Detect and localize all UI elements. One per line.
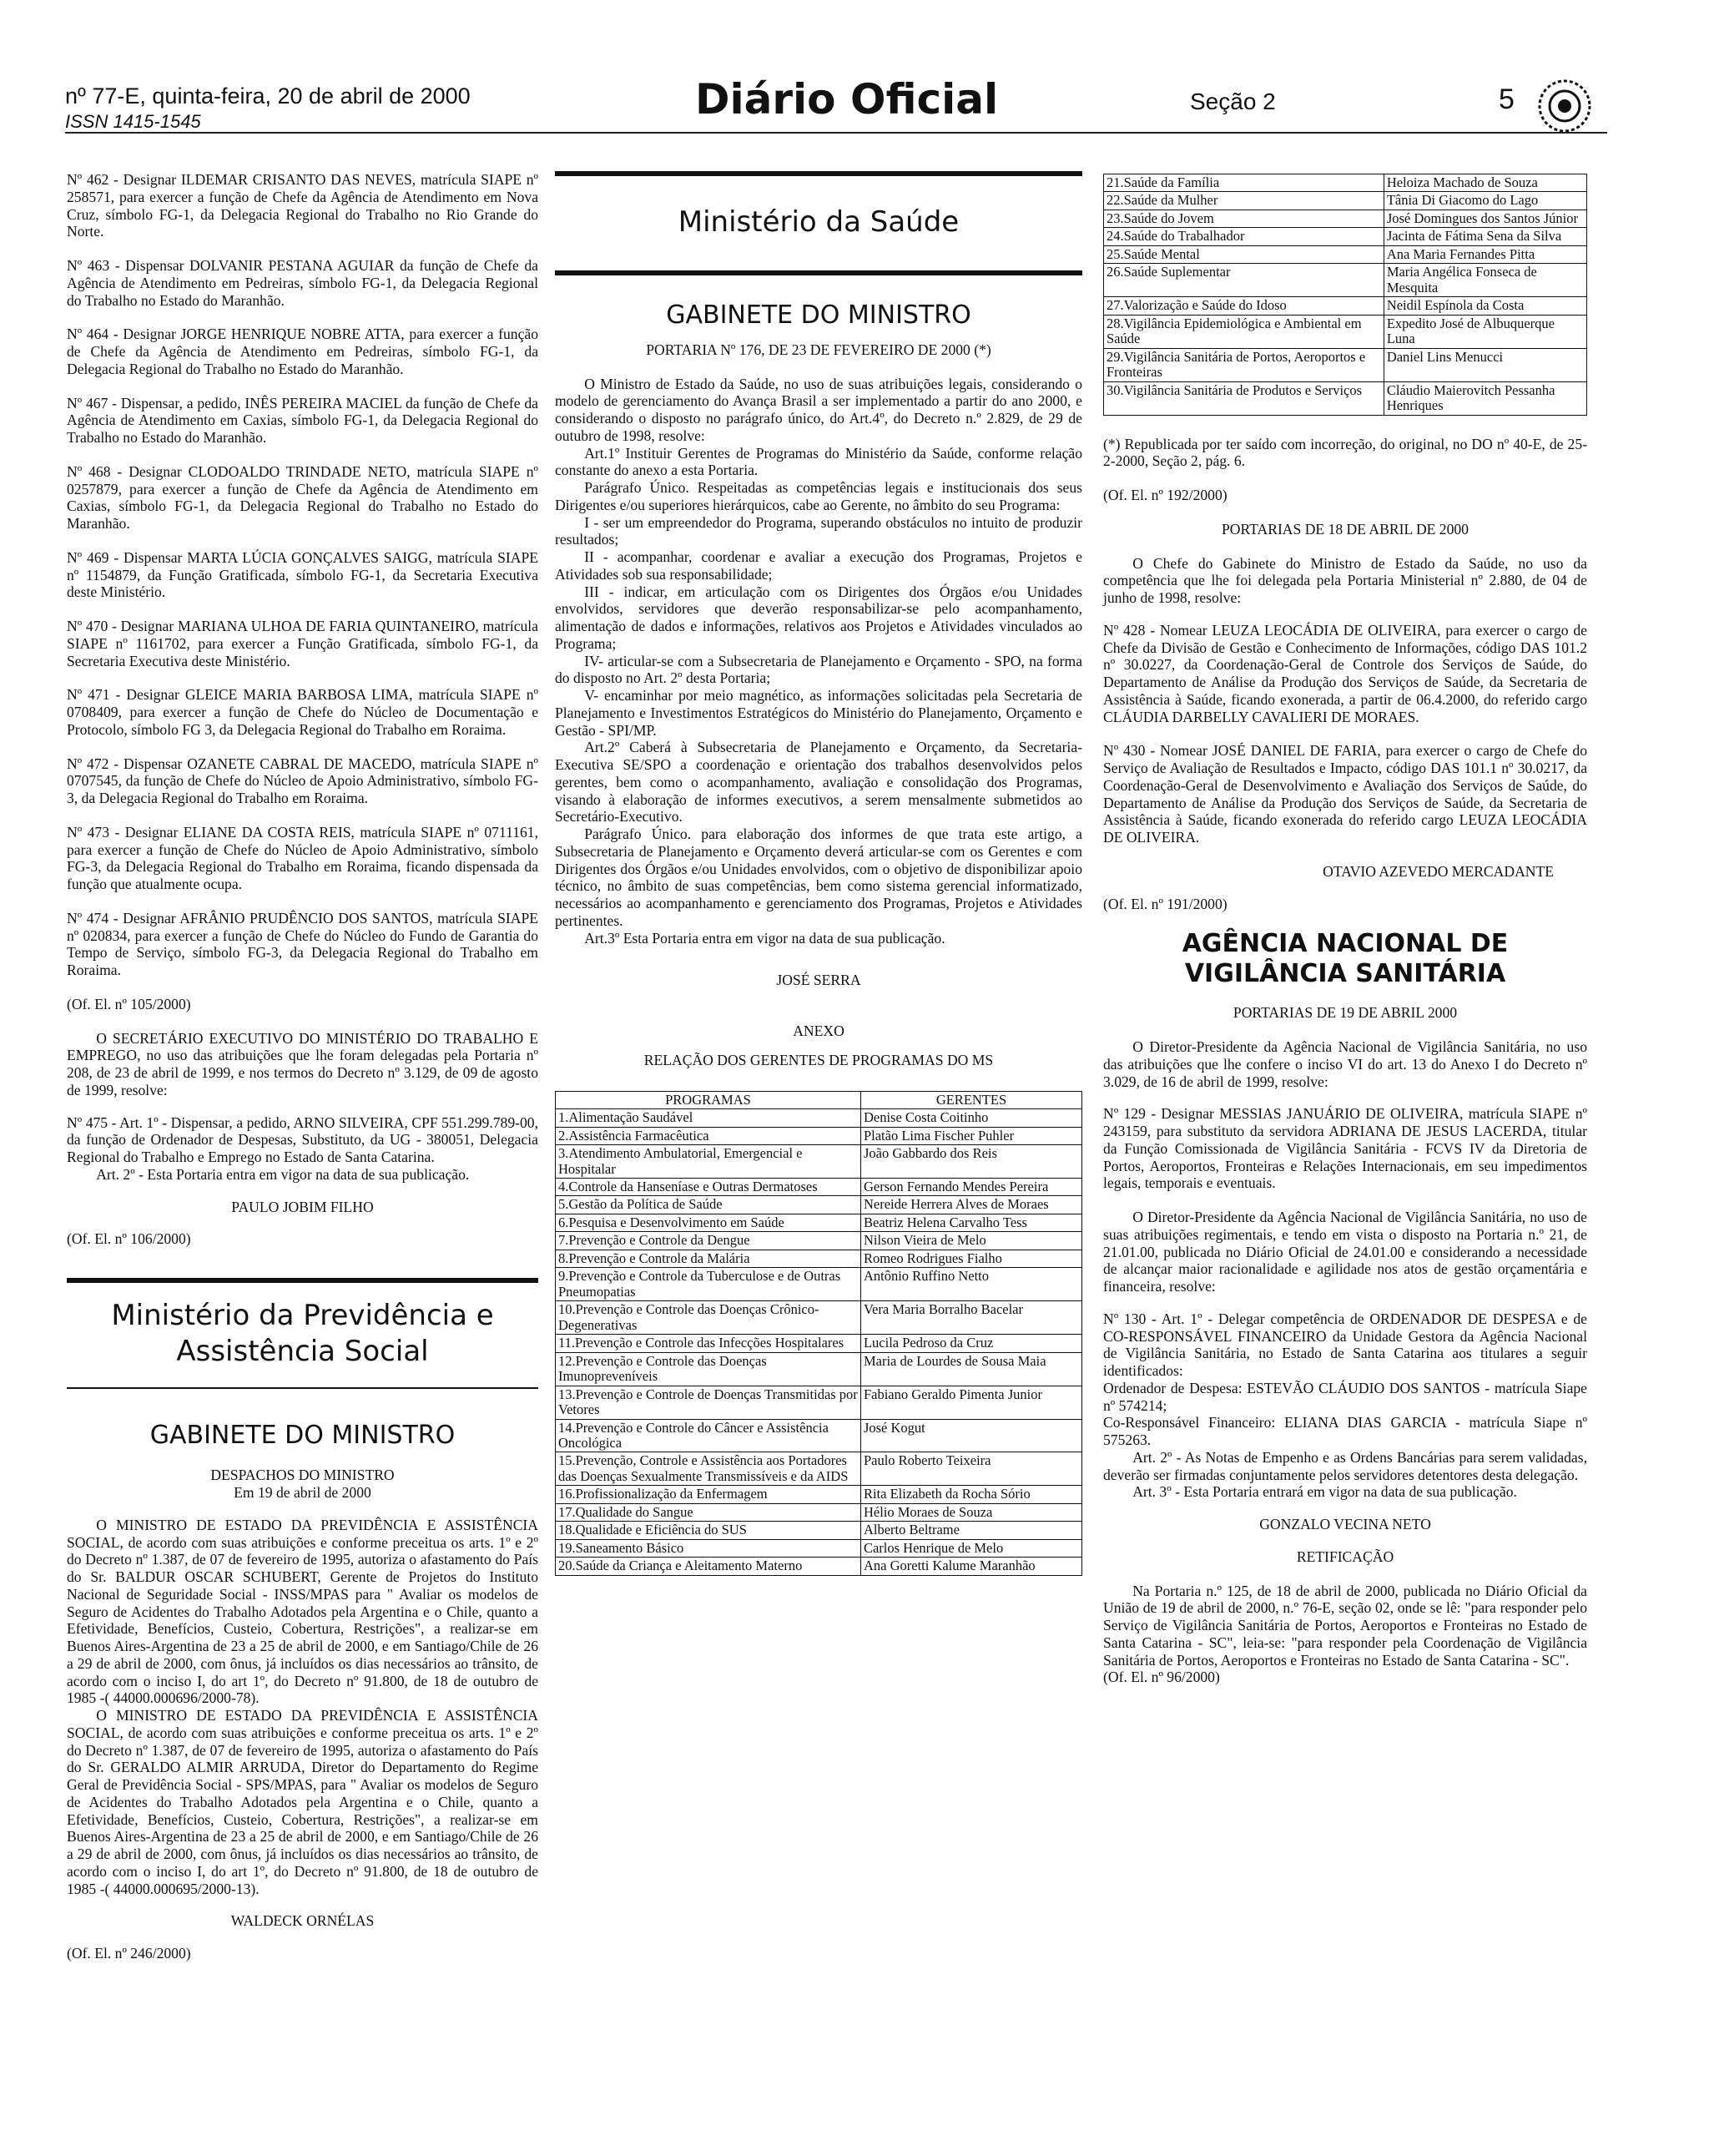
paragraph: Nº 469 - Dispensar MARTA LÚCIA GONÇALVES SAIGG, matrícula SIAPE nº 1154879, da Função Gratificada, símbolo FG-1, da Secretaria Executiva deste Ministério.	[67, 548, 538, 601]
program-cell: 7.Prevenção e Controle da Dengue	[556, 1232, 861, 1250]
paragraph: I - ser um empreendedor do Programa, superando obstáculos no intuito de produzir resultados;	[555, 513, 1082, 548]
table-row	[1104, 245, 1587, 263]
table-row	[1104, 264, 1587, 297]
manager-cell: Romeo Rodrigues Fialho	[860, 1250, 1081, 1267]
office-ref: (Of. El. nº 246/2000)	[67, 1945, 191, 1962]
paragraph: O SECRETÁRIO EXECUTIVO DO MINISTÉRIO DO TRABALHO E EMPREGO, no uso das atribuições que lhe foram delegadas pela Portaria nº 208, de 23 de abril de 1999, e nos termos do Decreto nº 3.129, de 09 de agosto de 1999, resolve:	[67, 1029, 538, 1098]
manager-cell: Jacinta de Fátima Sena da Silva	[1384, 228, 1586, 245]
portaria-title: PORTARIA Nº 176, DE 23 DE FEVEREIRO DE 2000 (*)	[646, 341, 991, 358]
program-cell: 21.Saúde da Família	[1104, 174, 1384, 192]
table-row	[1104, 228, 1587, 245]
office-ref: (Of. El. nº 105/2000)	[67, 995, 191, 1012]
paragraph: Parágrafo Único. Respeitadas as competências legais e institucionais dos seus Dirigentes e/ou superiores hierárquicos, cabe ao Gerente, no âmbito do seu Programa:	[555, 479, 1082, 513]
signature: GONZALO VECINA NETO	[1259, 1516, 1431, 1533]
manager-cell: Alberto Beltrame	[860, 1522, 1081, 1539]
paragraph: Nº 470 - Designar MARIANA ULHOA DE FARIA QUINTANEIRO, matrícula SIAPE nº 1161702, para exercer a Função Gratificada, símbolo FG-1, da Secretaria Executiva deste Ministério.	[67, 618, 538, 669]
paragraph: Art.3º Esta Portaria entra em vigor na data de sua publicação.	[584, 929, 945, 947]
paragraph: Nº 464 - Designar JORGE HENRIQUE NOBRE ATTA, para exercer a função de Chefe da Agência de Atendimento em Pedreiras, símbolo FG-1, da Delegacia Regional do Trabalho no Estado do Maranhão.	[67, 326, 538, 377]
table-row	[556, 1301, 1082, 1335]
masthead-rule	[65, 132, 1607, 134]
table-row	[556, 1486, 1082, 1503]
section-rule	[555, 270, 1082, 275]
program-cell: 15.Prevenção, Controle e Assistência aos Portadores das Doenças Sexualmente Transmissíveis e da AIDS	[556, 1452, 861, 1486]
despachos-date: Em 19 de abril de 2000	[234, 1484, 371, 1502]
table-row	[1104, 381, 1587, 415]
table-row	[556, 1268, 1082, 1301]
paragraph: Na Portaria n.º 125, de 18 de abril de 2000, publicada no Diário Oficial da União de 19 de abril de 2000, n.º 76-E, seção 02, onde se lê: "para responder pelo Serviço de Vigilância Sanitária de Portos, Aeroportos e Fronteiras no Estado de Santa Catarina - SC", leia-se: "para responder pela Coordenação de Vigilância Sanitária de Portos, Aeroportos e Fronteiras no Estado de Santa Catarina - SC".	[1103, 1582, 1587, 1669]
program-cell: 4.Controle da Hanseníase e Outras Dermatoses	[556, 1178, 861, 1195]
manager-cell: Heloiza Machado de Souza	[1384, 174, 1586, 192]
program-cell: 25.Saúde Mental	[1104, 245, 1384, 263]
program-cell: 24.Saúde do Trabalhador	[1104, 228, 1384, 245]
program-cell: 16.Profissionalização da Enfermagem	[556, 1486, 861, 1503]
section-rule	[67, 1387, 538, 1389]
portarias-title: PORTARIAS DE 18 DE ABRIL DE 2000	[1222, 520, 1469, 538]
table-row	[556, 1145, 1082, 1179]
table-row	[1104, 297, 1587, 315]
manager-cell: Vera Maria Borralho Bacelar	[860, 1301, 1081, 1335]
table-row	[556, 1503, 1082, 1521]
table-row	[556, 1250, 1082, 1267]
table-row	[556, 1335, 1082, 1352]
paragraph: Nº 130 - Art. 1º - Delegar competência de ORDENADOR DE DESPESA e de CO-RESPONSÁVEL FINANCEIRO da Unidade Gestora da Agência Nacional de Vigilância Sanitária, no Estado de Santa Catarina aos titulares a seguir identificados:	[1103, 1310, 1587, 1380]
ministry-heading: Ministério da Saúde	[678, 205, 960, 239]
paragraph: Nº 472 - Dispensar OZANETE CABRAL DE MACEDO, matrícula SIAPE nº 0707545, da função de Chefe do Núcleo de Apoio Administrativo, símbolo FG-3, da Delegacia Regional do Trabalho em Roraima.	[67, 755, 538, 806]
paragraph: IV- articular-se com a Subsecretaria de Planejamento e Orçamento - SPO, na forma do disposto no Art. 2º desta Portaria;	[555, 652, 1082, 687]
manager-cell: Ana Maria Fernandes Pitta	[1384, 245, 1586, 263]
manager-cell: Nilson Vieira de Melo	[860, 1232, 1081, 1250]
relacao-title: RELAÇÃO DOS GERENTES DE PROGRAMAS DO MS	[643, 1051, 994, 1068]
program-cell: 2.Assistência Farmacêutica	[556, 1127, 861, 1144]
manager-cell: Maria de Lourdes de Sousa Maia	[860, 1352, 1081, 1386]
table-row	[556, 1452, 1082, 1486]
paragraph: Art.1º Instituir Gerentes de Programas do Ministério da Saúde, conforme relação constante do anexo a esta Portaria.	[555, 444, 1082, 479]
agency-heading: AGÊNCIA NACIONAL DE VIGILÂNCIA SANITÁRIA	[1182, 929, 1509, 989]
manager-cell: Gerson Fernando Mendes Pereira	[860, 1178, 1081, 1195]
program-cell: 14.Prevenção e Controle do Câncer e Assistência Oncológica	[556, 1419, 861, 1452]
table-row	[556, 1352, 1082, 1386]
paragraph: Nº 473 - Designar ELIANE DA COSTA REIS, matrícula SIAPE nº 0711161, para exercer a função de Chefe do Núcleo de Apoio Administrativo, símbolo FG-3, da Delegacia Regional do Trabalho em Roraima, ficando dispensada da função que atualmente ocupa.	[67, 823, 538, 892]
paragraph: Nº 430 - Nomear JOSÉ DANIEL DE FARIA, para exercer o cargo de Chefe do Serviço de Avaliação de Resultados e Impacto, código DAS 101.1 nº 30.0217, da Coordenação-Geral de Desenvolvimento e Avaliação dos Serviços de Saúde, do Departamento de Análise da Produção dos Serviços de Saúde, da Secretaria de Assistência à Saúde, ficando exonerada do referido cargo LEUZA LEOCÁDIA DE OLIVEIRA.	[1103, 742, 1587, 846]
paragraph: Art. 2º - Esta Portaria entra em vigor na data de sua publicação.	[96, 1165, 470, 1183]
manager-cell: Denise Costa Coitinho	[860, 1109, 1081, 1127]
program-cell: 23.Saúde do Jovem	[1104, 210, 1384, 227]
program-cell: 3.Atendimento Ambulatorial, Emergencial e Hospitalar	[556, 1145, 861, 1179]
retificacao-title: RETIFICAÇÃO	[1296, 1548, 1394, 1565]
program-cell: 11.Prevenção e Controle das Infecções Hospitalares	[556, 1335, 861, 1352]
gabinete-heading: GABINETE DO MINISTRO	[149, 1421, 456, 1450]
paragraph: Parágrafo Único. para elaboração dos informes de que trata este artigo, a Subsecretaria de Planejamento e Orçamento deverá articular-se com os Gerentes e com Dirigentes dos Órgãos e/ou Unidades envolvidos, com o objetivo de disponibilizar apoio técnico, no âmbito de suas competências, bem como sistema gerencial informatizado, necessários ao acompanhamento e gerenciamento dos Programas, Projetos e Atividades pertinentes.	[555, 826, 1082, 929]
table-row	[556, 1558, 1082, 1575]
program-cell: 30.Vigilância Sanitária de Produtos e Serviços	[1104, 381, 1384, 415]
masthead	[65, 75, 1642, 135]
paragraph: Nº 463 - Dispensar DOLVANIR PESTANA AGUIAR da função de Chefe da Agência de Atendimento em Pedreiras, símbolo FG-1, da Delegacia Regional do Trabalho no Estado do Maranhão.	[67, 257, 538, 309]
table-row	[1104, 348, 1587, 381]
manager-cell: Neidil Espínola da Costa	[1384, 297, 1586, 315]
manager-cell: José Domingues dos Santos Júnior	[1384, 210, 1586, 227]
program-cell: 19.Saneamento Básico	[556, 1539, 861, 1557]
program-cell: 28.Vigilância Epidemiológica e Ambiental em Saúde	[1104, 315, 1384, 348]
program-cell: 20.Saúde da Criança e Aleitamento Materno	[556, 1558, 861, 1575]
table-row	[1104, 192, 1587, 210]
table-row	[556, 1178, 1082, 1195]
manager-cell: Fabiano Geraldo Pimenta Junior	[860, 1386, 1081, 1419]
program-table	[555, 1091, 1082, 1576]
office-ref: (Of. El. nº 106/2000)	[67, 1230, 191, 1248]
manager-cell: Rita Elizabeth da Rocha Sório	[860, 1486, 1081, 1503]
manager-cell: Tânia Di Giacomo do Lago	[1384, 192, 1586, 210]
paragraph: Art. 3º - Esta Portaria entrará em vigor na data de sua publicação.	[1132, 1483, 1517, 1501]
program-cell: 18.Qualidade e Eficiência do SUS	[556, 1522, 861, 1539]
manager-cell: Maria Angélica Fonseca de Mesquita	[1384, 264, 1586, 297]
header-programas: PROGRAMAS	[556, 1091, 861, 1108]
manager-cell: Expedito José de Albuquerque Luna	[1384, 315, 1586, 348]
program-cell: 22.Saúde da Mulher	[1104, 192, 1384, 210]
table-row	[556, 1539, 1082, 1557]
manager-cell: Carlos Henrique de Melo	[860, 1539, 1081, 1557]
manager-cell: Beatriz Helena Carvalho Tess	[860, 1214, 1081, 1231]
office-ref: (Of. El. nº 192/2000)	[1103, 487, 1228, 504]
column-1	[67, 171, 538, 1979]
table-row	[556, 1522, 1082, 1539]
newspaper-title: Diário Oficial	[695, 75, 999, 124]
table-row	[556, 1196, 1082, 1214]
program-cell: 29.Vigilância Sanitária de Portos, Aeroportos e Fronteiras	[1104, 348, 1384, 381]
program-cell: 10.Prevenção e Controle das Doenças Crônico-Degenerativas	[556, 1301, 861, 1335]
paragraph: Art. 2º - As Notas de Empenho e as Ordens Bancárias para serem validadas, deverão ser firmadas conjuntamente pelos servidores detentores desta delegação.	[1103, 1448, 1587, 1483]
signature: PAULO JOBIM FILHO	[231, 1198, 374, 1215]
paragraph: II - acompanhar, coordenar e avaliar a execução dos Programas, Projetos e Atividades sob sua responsabilidade;	[555, 548, 1082, 583]
paragraph: O MINISTRO DE ESTADO DA PREVIDÊNCIA E ASSISTÊNCIA SOCIAL, de acordo com suas atribuições e conforme preceitua os arts. 1º e 2º do Decreto nº 1.387, de 07 de fevereiro de 1995, autoriza o afastamento do País do Sr. BALDUR OSCAR SCHUBERT, Gerente de Projetos do Instituto Nacional de Seguridade Social - INSS/MPAS para " Avaliar os modelos de Seguro de Acidentes do Trabalho Adotados pela Argentina e o Chile, quanto a Efetividade, Benefícios, Custeio, Cobertura, Restrições", a realizar-se em Buenos Aires-Argentina de 23 a 25 de abril de 2000, e em Santiago/Chile de 26 a 29 de abril de 2000, com ônus, já incluídos os dias necessários ao trânsito, de acordo com o inciso I, do art 1º, do Decreto nº 91.800, de 18 de outubro de 1985 -( 44000.000696/2000-78).	[67, 1516, 538, 1707]
republication-note: (*) Republicada por ter saído com incorreção, do original, no DO nº 40-E, de 25-2-2000, Seção 2, pág. 6.	[1103, 435, 1587, 470]
portarias-title: PORTARIAS DE 19 DE ABRIL 2000	[1233, 1004, 1458, 1022]
paragraph: O Ministro de Estado da Saúde, no uso de suas atribuições legais, considerando o modelo de gerenciamento do Avança Brasil a ser implementado a partir do ano 2000, e considerando o disposto no parágrafo único, do Art.4º, do Decreto n.º 2.829, de 29 de outubro de 1998, resolve:	[555, 375, 1082, 444]
manager-cell: Antônio Ruffino Netto	[860, 1268, 1081, 1301]
section-label: Seção 2	[1190, 88, 1276, 114]
office-ref: (Of. El. nº 191/2000)	[1103, 895, 1228, 912]
program-cell: 12.Prevenção e Controle das Doenças Imunopreveníveis	[556, 1352, 861, 1386]
table-row	[1104, 174, 1587, 192]
paragraph: Nº 474 - Designar AFRÂNIO PRUDÊNCIO DOS SANTOS, matrícula SIAPE nº 020834, para exercer a função de Chefe do Núcleo do Fundo de Garantia do Tempo de Serviço, símbolo FG-3, da Delegacia Regional do Trabalho em Roraima.	[67, 909, 538, 978]
header-gerentes: GERENTES	[860, 1091, 1081, 1108]
column-3	[1103, 171, 1587, 1703]
column-2	[555, 171, 1082, 1576]
paragraph: Nº 475 - Art. 1º - Dispensar, a pedido, ARNO SILVEIRA, CPF 551.299.789-00, da função de Ordenador de Despesas, Substituto, da UG - 380051, Delegacia Regional do Trabalho e Emprego no Estado de Santa Catarina.	[67, 1113, 538, 1165]
imprensa-seal-icon	[1535, 77, 1594, 135]
paragraph: Nº 471 - Designar GLEICE MARIA BARBOSA LIMA, matrícula SIAPE nº 0708409, para exercer a função de Chefe do Núcleo de Documentação e Protocolo, símbolo FG 3, da Delegacia Regional do Trabalho em Roraima.	[67, 686, 538, 738]
manager-cell: José Kogut	[860, 1419, 1081, 1452]
manager-cell: Lucila Pedroso da Cruz	[860, 1335, 1081, 1352]
program-cell: 27.Valorização e Saúde do Idoso	[1104, 297, 1384, 315]
paragraph: O Chefe do Gabinete do Ministro de Estado da Saúde, no uso da competência que lhe foi delegada pela Portaria Ministerial nº 2.880, de 04 de junho de 1998, resolve:	[1103, 554, 1587, 607]
paragraph: Co-Responsável Financeiro: ELIANA DIAS GARCIA - matrícula Siape nº 575263.	[1103, 1414, 1587, 1449]
manager-cell: Daniel Lins Menucci	[1384, 348, 1586, 381]
table-header-row	[556, 1091, 1082, 1108]
program-cell: 26.Saúde Suplementar	[1104, 264, 1384, 297]
table-row	[556, 1232, 1082, 1250]
manager-cell: João Gabbardo dos Reis	[860, 1145, 1081, 1179]
program-table-continued	[1103, 174, 1587, 416]
paragraph: V- encaminhar por meio magnético, as informações solicitadas pela Secretaria de Planejamento e Investimentos Estratégicos do Ministério do Planejamento, Orçamento e Gestão - SPI/MP.	[555, 687, 1082, 739]
program-cell: 9.Prevenção e Controle da Tuberculose e de Outras Pneumopatias	[556, 1268, 861, 1301]
manager-cell: Nereide Herrera Alves de Moraes	[860, 1196, 1081, 1214]
manager-cell: Hélio Moraes de Souza	[860, 1503, 1081, 1521]
issue-line: nº 77-E, quinta-feira, 20 de abril de 2000	[65, 83, 471, 109]
table-row	[556, 1109, 1082, 1127]
paragraph: Nº 462 - Designar ILDEMAR CRISANTO DAS NEVES, matrícula SIAPE nº 258571, para exercer a função de Chefe da Agência de Atendimento em Nova Cruz, símbolo FG-1, da Delegacia Regional do Trabalho no Rio Grande do Norte.	[67, 171, 538, 240]
program-cell: 17.Qualidade do Sangue	[556, 1503, 861, 1521]
manager-cell: Paulo Roberto Teixeira	[860, 1452, 1081, 1486]
signature: OTAVIO AZEVEDO MERCADANTE	[1323, 862, 1554, 880]
manager-cell: Ana Goretti Kalume Maranhão	[860, 1558, 1081, 1575]
manager-cell: Cláudio Maierovitch Pessanha Henriques	[1384, 381, 1586, 415]
signature: JOSÉ SERRA	[776, 972, 861, 989]
gabinete-heading: GABINETE DO MINISTRO	[666, 300, 971, 330]
paragraph: O MINISTRO DE ESTADO DA PREVIDÊNCIA E ASSISTÊNCIA SOCIAL, de acordo com suas atribuições e conforme preceitua os arts. 1º e 2º do Decreto nº 1.387, de 07 de fevereiro de 1995, autoriza o afastamento do País do Sr. GERALDO ALMIR ARRUDA, Diretor do Departamento do Regime Geral de Previdência Social - SPS/MPAS, para " Avaliar os modelos de Seguro de Acidentes do Trabalho Adotados pela Argentina e o Chile, quanto a Efetividade, Benefícios, Custeio, Cobertura, Restrições", a realizar-se em Buenos Aires-Argentina de 23 a 25 de abril de 2000, e em Santiago/Chile de 26 a 29 de abril de 2000, com ônus, já incluídos os dias necessários ao trânsito, de acordo com o inciso I, do art 1º, do Decreto nº 91.800, de 18 de outubro de 1985 -( 44000.000695/2000-13).	[67, 1707, 538, 1897]
table-row	[556, 1127, 1082, 1144]
manager-cell: Platão Lima Fischer Puhler	[860, 1127, 1081, 1144]
paragraph: Nº 129 - Designar MESSIAS JANUÁRIO DE OLIVEIRA, matrícula SIAPE nº 243159, para substituto da servidora ADRIANA DE JESUS LACERDA, titular da Função Comissionada de Vigilância Sanitária - FCVS IV da Diretoria de Portos, Aeroportos, Fronteiras e Relações Internacionais, em seu impedimentos legais, temporais e eventuais.	[1103, 1105, 1587, 1192]
table-row	[556, 1386, 1082, 1419]
table-row	[1104, 210, 1587, 227]
signature: WALDECK ORNÉLAS	[230, 1912, 375, 1930]
table-row	[556, 1214, 1082, 1231]
paragraph: Art.2º Caberá à Subsecretaria de Planejamento e Orçamento, da Secretaria-Executiva SE/SPO a coordenação e orientação dos trabalhos desenvolvidos pelos gerentes, bem como o acompanhamento, avaliação e consolidação dos Programas, visando à elaboração de informes executivos, a serem mensalmente submetidos ao Secretário-Executivo.	[555, 739, 1082, 826]
ministry-heading: Ministério da Previdência e Assistência Social	[111, 1299, 494, 1368]
paragraph: Ordenador de Despesa: ESTEVÃO CLÁUDIO DOS SANTOS - matrícula Siape nº 574214;	[1103, 1379, 1587, 1414]
program-cell: 6.Pesquisa e Desenvolvimento em Saúde	[556, 1214, 861, 1231]
paragraph: Nº 468 - Designar CLODOALDO TRINDADE NETO, matrícula SIAPE nº 0257879, para exercer a função de Chefe da Agência de Atendimento em Caxias, símbolo FG-1, da Delegacia Regional do Trabalho no Estado do Maranhão.	[67, 462, 538, 532]
anexo-title: ANEXO	[793, 1022, 844, 1040]
program-cell: 1.Alimentação Saudável	[556, 1109, 861, 1127]
table-row	[1104, 315, 1587, 348]
page-number: 5	[1499, 83, 1515, 115]
paragraph: O Diretor-Presidente da Agência Nacional de Vigilância Sanitária, no uso das atribuições que lhe confere o inciso VI do art. 13 do Anexo I do Decreto nº 3.029, de 16 de abril de 1999, resolve:	[1103, 1038, 1587, 1090]
table-row	[556, 1419, 1082, 1452]
paragraph: Nº 428 - Nomear LEUZA LEOCÁDIA DE OLIVEIRA, para exercer o cargo de Chefe da Divisão de Gestão e Conhecimento de Informações, código DAS 101.2 nº 30.0227, da Coordenação-Geral de Controle dos Serviços de Saúde, do Departamento de Análise da Produção dos Serviços de Saúde, da Secretaria de Assistência à Saúde, ficando exonerada, a partir de 06.4.2000, do referido cargo CLÁUDIA DARBELLY CAVALIERI DE MORAES.	[1103, 621, 1587, 725]
office-ref: (Of. El. nº 96/2000)	[1103, 1669, 1220, 1686]
paragraph: III - indicar, em articulação com os Dirigentes dos Órgãos e/ou Unidades envolvidos, servidores que deverão responsabilizar-se pelo acompanhamento, alimentação de dados e informações, relativos aos Projetos e Atividades vinculados ao Programa;	[555, 583, 1082, 652]
program-cell: 8.Prevenção e Controle da Malária	[556, 1250, 861, 1267]
despachos-title: DESPACHOS DO MINISTRO	[210, 1467, 395, 1484]
paragraph: O Diretor-Presidente da Agência Nacional de Vigilância Sanitária, no uso de suas atribuições regimentais, e tendo em vista o disposto na Portaria n.º 21, de 21.01.00, publicada no Diário Oficial de 24.01.00 e considerando a necessidade de alcançar maior racionalidade e agilidade nos atos de gestão orçamentária e financeira, resolve:	[1103, 1209, 1587, 1295]
program-cell: 5.Gestão da Política de Saúde	[556, 1196, 861, 1214]
paragraph: Nº 467 - Dispensar, a pedido, INÊS PEREIRA MACIEL da função de Chefe da Agência de Atendimento em Caxias, símbolo FG-1, da Delegacia Regional do Trabalho no Estado do Maranhão.	[67, 394, 538, 446]
issue-info	[65, 83, 471, 133]
issn: ISSN 1415-1545	[65, 111, 201, 132]
program-cell: 13.Prevenção e Controle de Doenças Transmitidas por Vetores	[556, 1386, 861, 1419]
